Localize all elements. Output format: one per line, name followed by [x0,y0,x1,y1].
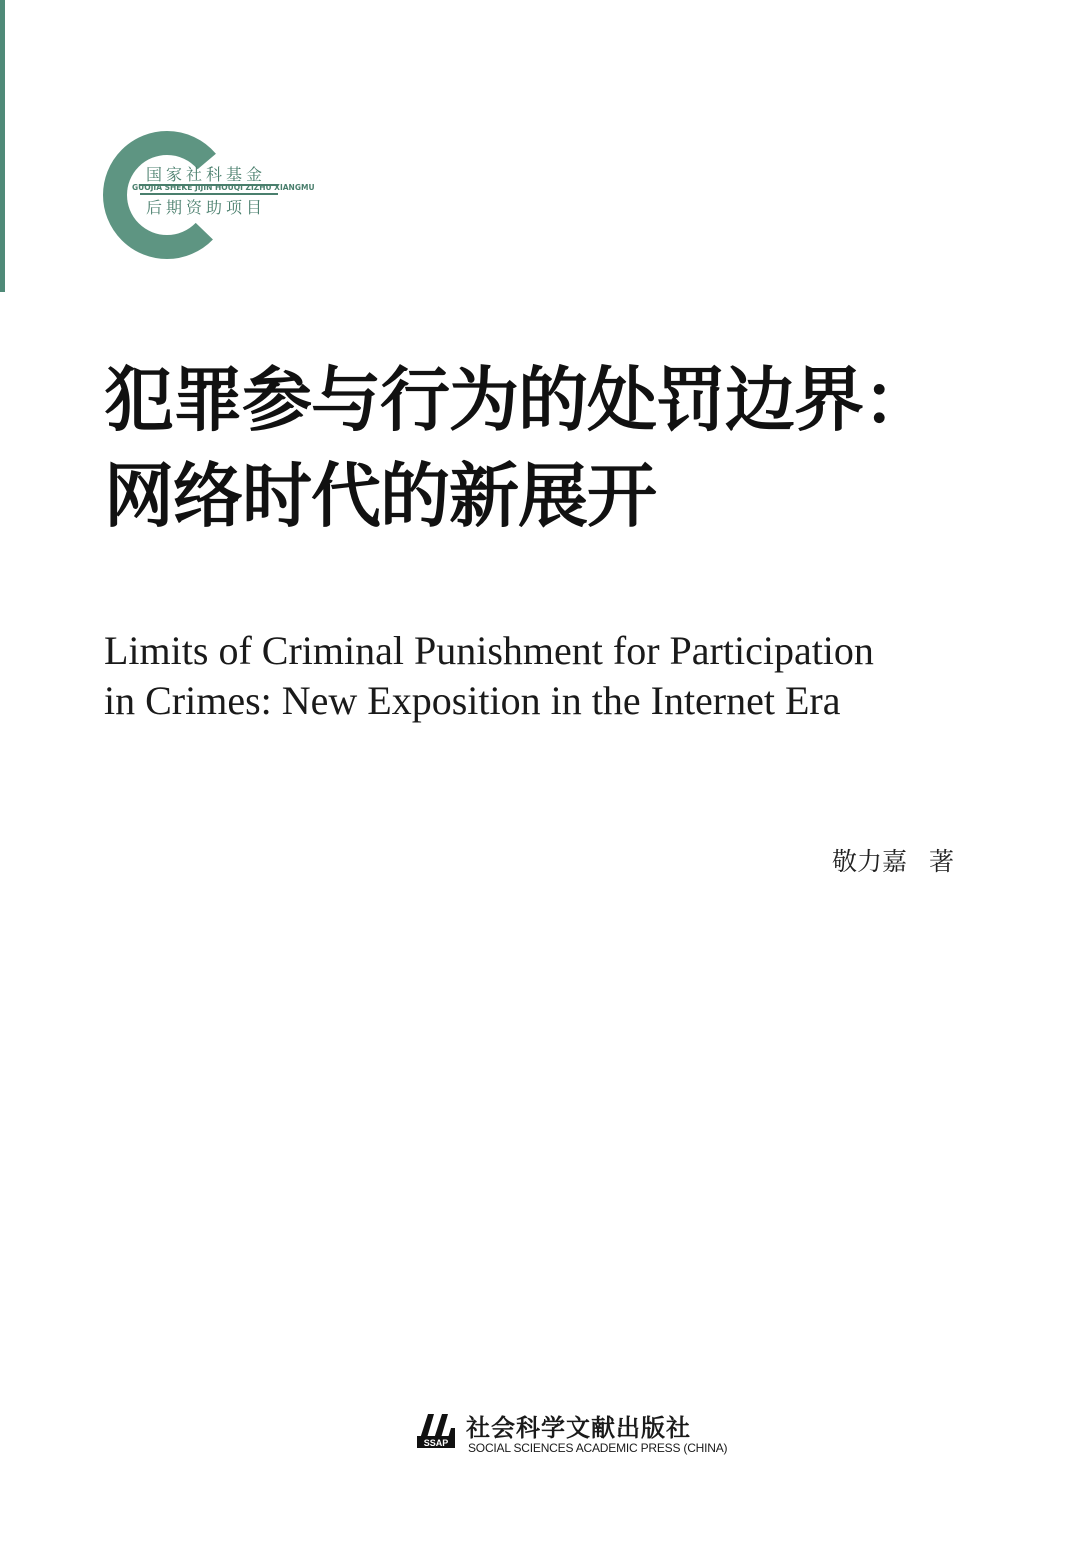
title-english-line2: in Crimes: New Exposition in the Internet Era [104,678,841,723]
title-english-line1: Limits of Criminal Punishment for Participation [104,628,874,673]
author-role: 著 [929,847,955,876]
publisher-name-chinese: 社会科学文献出版社 [466,1414,691,1442]
title-chinese [104,352,1004,544]
fund-pinyin: GUOJIA SHEKE JIJIN HOUQI ZIZHU XIANGMU [132,183,315,192]
publisher-name-english: SOCIAL SCIENCES ACADEMIC PRESS (CHINA) [468,1441,728,1455]
fund-name-line1: 国家社科基金 [146,165,267,184]
fund-name-line2: 后期资助项目 [146,198,267,217]
author-credit [832,842,954,878]
cover-edge-bar [0,0,5,292]
author-name: 敬力嘉 [832,847,908,876]
title-chinese-line2: 网络时代的新展开 [104,455,656,537]
title-chinese-line1: 犯罪参与行为的处罚边界： [104,359,932,441]
publisher-logo-icon [415,1410,457,1450]
title-english [104,626,1004,726]
publisher-logo-text: SSAP [423,1438,449,1448]
